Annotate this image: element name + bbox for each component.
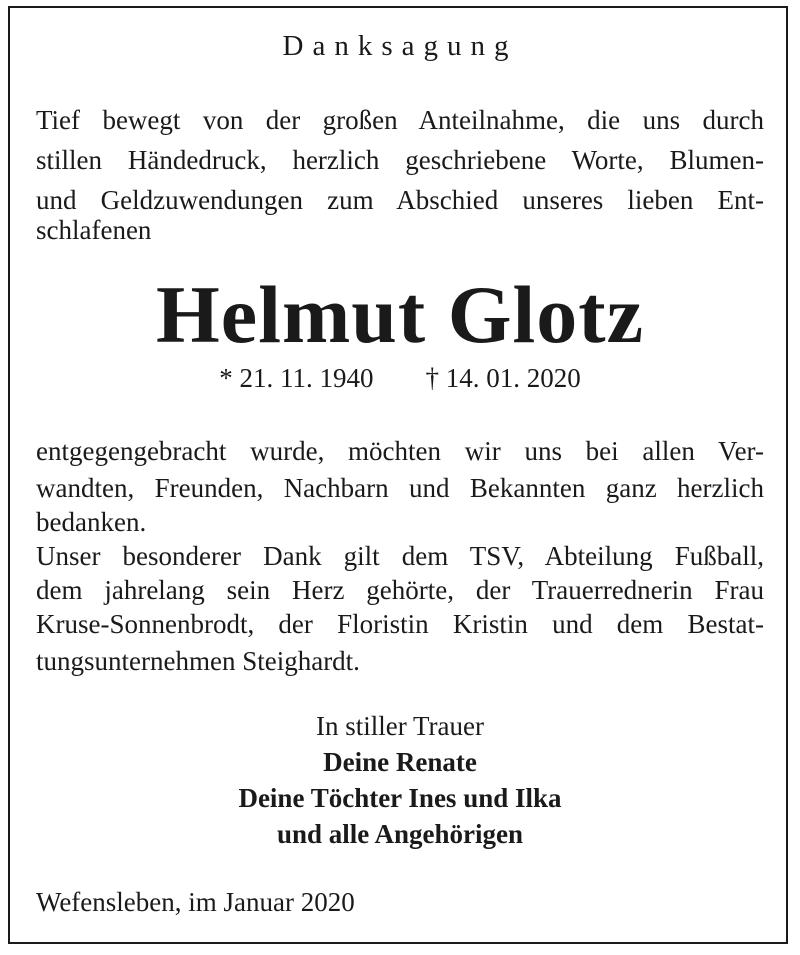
intro-line-1: Tief bewegt von der großen Anteilnahme, die uns durch bbox=[36, 105, 764, 135]
thanks-line-3: bedanken. bbox=[36, 507, 147, 537]
life-dates bbox=[0, 360, 800, 396]
intro-line-3: und Geldzuwendungen zum Abschied unseres lieben Ent- bbox=[36, 185, 764, 215]
deceased-name: Helmut Glotz bbox=[156, 269, 644, 360]
thanks-line-2: wandten, Freunden, Nachbarn und Bekannten ganz herzlich bbox=[36, 473, 764, 503]
intro-line-4: schlafenen bbox=[36, 215, 152, 245]
thanks-line-5: dem jahrelang sein Herz gehörte, der Trauerrednerin Frau bbox=[36, 575, 764, 605]
signature-name-3: und alle Angehörigen bbox=[276, 819, 524, 849]
birth-date: * 21. 11. 1940 bbox=[219, 363, 374, 393]
place-date: Wefensleben, im Januar 2020 bbox=[36, 887, 355, 917]
thanks-line-4: Unser besonderer Dank gilt dem TSV, Abteilung Fußball, bbox=[36, 541, 764, 571]
thanks-line-1: entgegengebracht wurde, möchten wir uns bei allen Ver- bbox=[36, 436, 764, 466]
notice-heading: Danksagung bbox=[282, 30, 518, 62]
intro-line-2: stillen Händedruck, herzlich geschriebene Worte, Blumen- bbox=[36, 145, 764, 175]
thanks-line-7: tungsunternehmen Steighardt. bbox=[36, 646, 360, 676]
signature-name-2: Deine Töchter Ines und Ilka bbox=[238, 783, 562, 813]
signature-intro: In stiller Trauer bbox=[316, 711, 484, 741]
thanks-line-6: Kruse-Sonnenbrodt, der Floristin Kristin und dem Bestat- bbox=[36, 609, 764, 639]
death-date: † 14. 01. 2020 bbox=[425, 363, 581, 393]
signature-name-1: Deine Renate bbox=[323, 747, 477, 777]
